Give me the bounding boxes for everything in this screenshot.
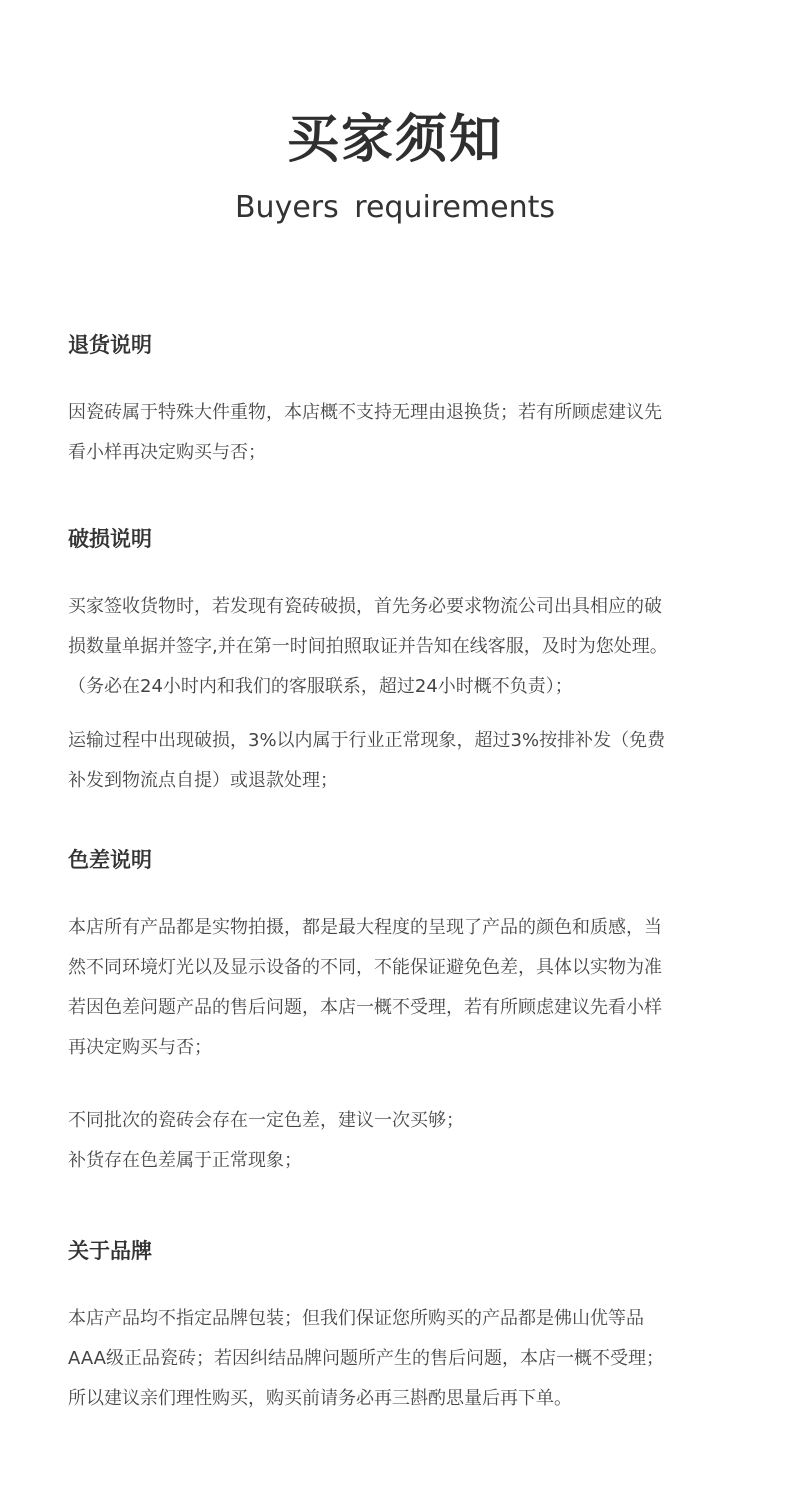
brand-paragraph: 本店产品均不指定品牌包装；但我们保证您所购买的产品都是佛山优等品 AAA级正品瓷砖；若因纠结品牌问题所产生的售后问题，本店一概不受理； 所以建议亲们理性购买，购买前请务必再三斟酌思量后再下单。 <box>68 1308 664 1409</box>
page-header <box>0 108 790 228</box>
section-title-brand: 关于品牌 <box>68 1239 152 1263</box>
section-title-damage: 破损说明 <box>68 527 152 551</box>
section-brand <box>68 1236 738 1419</box>
section-damage <box>68 524 738 801</box>
returns-paragraph: 因瓷砖属于特殊大件重物，本店概不支持无理由退换货；若有所顾虑建议先 看小样再决定购买与否； <box>68 402 662 463</box>
section-title-color-difference: 色差说明 <box>68 848 152 872</box>
damage-paragraph-1: 买家签收货物时，若发现有瓷砖破损，首先务必要求物流公司出具相应的破 损数量单据并签字,并在第一时间拍照取证并告知在线客服，及时为您处理。 （务必在24小时内和我们的客服联系，超过24小时概不负责）； <box>68 596 668 697</box>
section-title-returns: 退货说明 <box>68 333 152 357</box>
color-paragraph-2: 不同批次的瓷砖会存在一定色差，建议一次买够； 补货存在色差属于正常现象； <box>68 1110 464 1171</box>
section-returns <box>68 330 738 473</box>
damage-paragraph-2: 运输过程中出现破损，3%以内属于行业正常现象，超过3%按排补发（免费 补发到物流点自提）或退款处理； <box>68 730 666 791</box>
section-color-difference <box>68 845 738 1181</box>
page-title: 买家须知 <box>286 110 503 170</box>
page-subtitle: Buyers requirements <box>234 190 556 225</box>
color-paragraph-1: 本店所有产品都是实物拍摄，都是最大程度的呈现了产品的颜色和质感，当 然不同环境灯光以及显示设备的不同，不能保证避免色差，具体以实物为准 若因色差问题产品的售后问题，本店一概不受理，若有所顾虑建议先看小样 再决定购买与否； <box>68 917 662 1058</box>
